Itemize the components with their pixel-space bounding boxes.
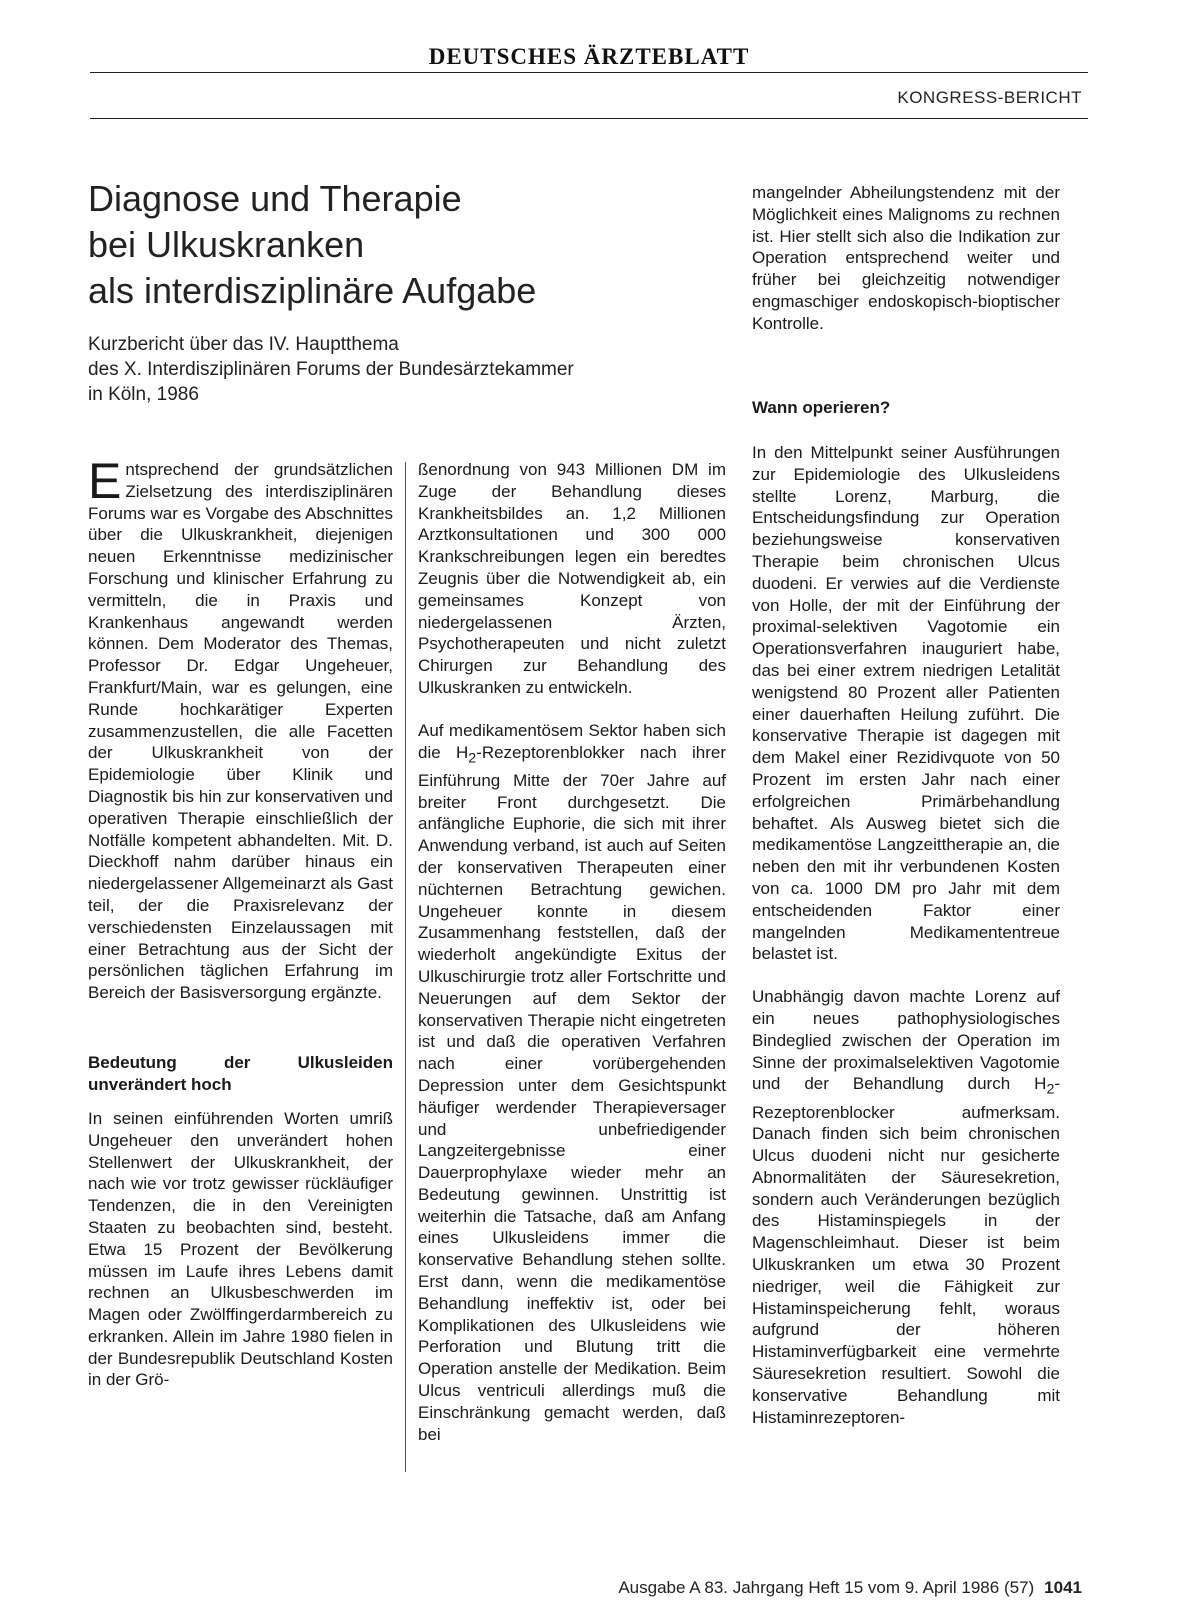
column-2 [418,459,726,1466]
drop-cap: E [88,453,122,509]
col2-paragraph-2-a: Auf medikamentösem Sektor haben sich die H [418,720,726,762]
page-number: 1041 [1044,1578,1082,1597]
col3-paragraph-1: mangelnder Abheilungstendenz mit der Möglichkeit eines Malignoms zu rechnen ist. Hier stellt sich also die Indikation zur Operation entsprechend weiter und früher bei gleichzeitig notwendiger engmaschiger endoskopisch-bioptischer Kontrolle. [752,183,1060,333]
col2-paragraph-2 [418,720,726,1446]
column-3-top [752,182,1060,356]
title-line: als interdisziplinäre Aufgabe [88,270,537,311]
subtitle-line: Kurzbericht über das IV. Hauptthema [88,334,399,355]
col2-paragraph-1: ßenordnung von 943 Millionen DM im Zuge der Behandlung dieses Krankheitsbildes an. 1,2 Millionen Arztkonsultationen und 300 000 Krankschreibungen legen ein beredtes Zeugnis über die Notwendigkeit ab, ein gemeinsames Konzept von niedergelassenen Ärzten, Psychotherapeuten und nicht zuletzt Chirurgen zur Behandlung des Ulkuskranken zu entwickeln. [418,460,726,697]
section-label: KONGRESS-BERICHT [897,88,1082,107]
issue-info: Ausgabe A 83. Jahrgang Heft 15 vom 9. April 1986 (57) [618,1578,1035,1597]
masthead: DEUTSCHES ÄRZTEBLATT [428,44,750,69]
subtitle-line: in Köln, 1986 [88,384,199,405]
section-rule [90,118,1088,119]
col3-heading: Wann operieren? [752,398,891,417]
column-3 [752,442,1060,1449]
column-divider [405,462,406,1472]
col3-paragraph-3 [752,986,1060,1428]
col2-paragraph-2-b: -Rezeptorenblokker nach ihrer Einführung Mitte der 70er Jahre auf breiter Front durchgesetzt. Die anfängliche Euphorie, die sich mit ihrer Anwendung verband, ist auch auf Seiten der konservativen Therapeuten einer nüchternen Betrachtung gewichen. Ungeheuer konnte in diesem Zusammenhang feststellen, daß der wiederholt angekündigte Exitus der Ulkuschirurgie trotz aller Fortschritte und Neuerungen auf dem Sektor der konservativen Therapie nicht eingetreten ist und daß die operativen Verfahren nach einer vorübergehenden Depression unter dem Gesichtspunkt häufiger werdender Therapieversager und unbefriedigender Langzeitergebnisse einer Dauerprophylaxe wieder mehr an Bedeutung gewinnen. Unstrittig ist weiterhin die Tatsache, daß am Anfang eines Ulkusleidens immer die konservative Behandlung stehen sollte. Erst dann, wenn die medikamentöse Behandlung ineffektiv ist, oder bei Komplikationen des Ulkusleidens wie Perforation und Blutung tritt die Operation anstelle der Medikation. Beim Ulcus ventriculi allerdings muß die Einschränkung gemacht werden, daß bei [418,742,727,1444]
col1-paragraph-1 [88,453,393,1004]
subtitle-line: des X. Interdisziplinären Forums der Bundesärztekammer [88,359,574,380]
col1-paragraph-2: In seinen einführenden Worten umriß Ungeheuer den unverändert hohen Stellenwert der Ulkuskrankheit, der nach wie vor trotz gewisser rückläufiger Tendenzen, die in den Vereinigten Staaten zu beobachten sind, besteht. Etwa 15 Prozent der Bevölkerung müssen im Laufe ihres Lebens damit rechnen an Ulkusbeschwerden im Magen oder Zwölffingerdarmbereich zu erkranken. Allein im Jahre 1980 fielen in der Bundesrepublik Deutschland Kosten in der Grö- [88,1108,393,1390]
article-subtitle [88,332,728,407]
page-footer [618,1578,1082,1598]
subscript: 2 [468,749,477,766]
col3-paragraph-3-b: -Rezeptorenblocker aufmerksam. Danach finden sich beim chronischen Ulcus duodeni nicht nur gesicherte Abnormalitäten der Säuresekretion, sondern auch Veränderungen bezüglich des Histaminspiegels in der Magenschleimhaut. Dieser ist beim Ulkuskranken um etwa 30 Prozent niedriger, weil die Fähigkeit zur Histaminspeicherung fehlt, woraus aufgrund der höheren Histaminverfügbarkeit eine vermehrte Säuresekretion resultiert. Sowohl die konservative Behandlung mit Histaminrezeptoren- [752,1074,1060,1427]
col1-paragraph-1-text: ntsprechend der grundsätzlichen Zielsetzung des interdisziplinären Forums war es Vorgabe des Abschnittes über die Ulkuskrankheit, diejenigen neuen Erkenntnisse medizinischer Forschung und klinischer Erfahrung zu vermitteln, die in Praxis und Krankenhaus angewandt werden können. Dem Moderator des Themas, Professor Dr. Edgar Ungeheuer, Frankfurt/Main, war es gelungen, eine Runde hochkarätiger Experten zusammenzustellen, die alle Facetten der Ulkuskrankheit von der Epidemiologie über Klinik und Diagnostik bis hin zur konservativen und operativen Therapie einschließlich der Notfälle kompetent abhandelten. Mit. D. Dieckhoff nahm darüber hinaus ein niedergelassener Allgemeinarzt als Gast teil, der die Praxisrelevanz der verschiedensten Einzelaussagen mit einer Betrachtung aus der Sicht der persönlichen täglichen Erfahrung im Bereich der Basisversorgung ergänzte. [88,460,393,1003]
subscript: 2 [1046,1081,1055,1098]
title-line: Diagnose und Therapie [88,178,462,219]
col1-heading: Bedeutung der Ulkusleiden unverändert hoch [88,1052,393,1094]
title-line: bei Ulkuskranken [88,224,365,265]
column-1 [88,453,393,1412]
masthead-rule [90,72,1088,73]
col3-paragraph-3-a: Unabhängig davon machte Lorenz auf ein neues pathophysiologisches Bindeglied zwischen der Operation im Sinne der proximalselektiven Vagotomie und der Behandlung durch H [752,987,1060,1094]
article-title [88,176,728,314]
col3-paragraph-2: In den Mittelpunkt seiner Ausführungen zur Epidemiologie des Ulkusleidens stellte Lorenz, Marburg, die Entscheidungsfindung zur Operation beziehungsweise konservativen Therapie beim chronischen Ulcus duodeni. Er verwies auf die Verdienste von Holle, der mit der Einführung der proximal-selektiven Vagotomie ein Operationsverfahren inauguriert habe, das bei einer extrem niedrigen Letalität wenigstend 80 Prozent aller Patienten einer dauerhaften Heilung zuführt. Die konservative Therapie ist dagegen mit dem Makel einer Rezidivquote von 50 Prozent im ersten Jahr nach einer erfolgreichen Primärbehandlung behaftet. Als Ausweg bietet sich die medikamentöse Langzeittherapie an, die neben den mit ihr verbundenen Kosten von ca. 1000 DM pro Jahr mit dem entscheidenden Faktor einer mangelnden Medikamententreue belastet ist. [752,443,1060,964]
